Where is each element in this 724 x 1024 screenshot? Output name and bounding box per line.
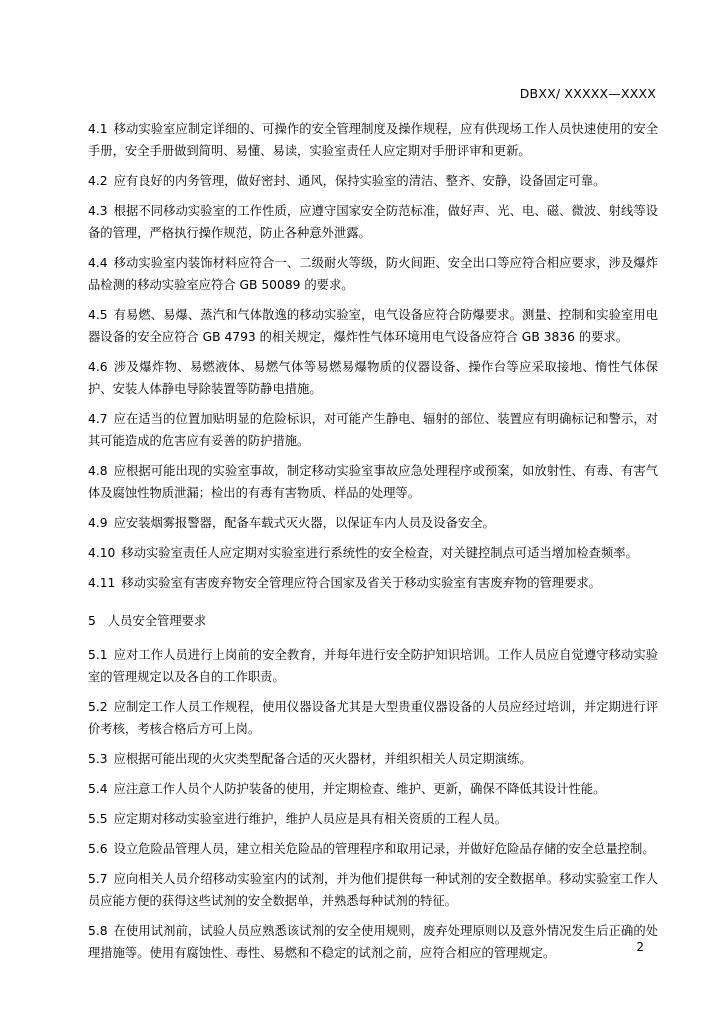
clause-number: 5.3 — [88, 752, 108, 766]
clause-text: 有易燃、易爆、蒸汽和气体散逸的移动实验室，电气设备应符合防爆要求。测量、控制和实验室用电器设备的安全应符合 GB 4793 的相关规定，爆炸性气体环境用电气设备应符合 GB 3836 的要求。 — [88, 308, 658, 344]
section-number: 5 — [88, 614, 96, 628]
clause-4-10 — [88, 542, 658, 564]
clause-5-4 — [88, 778, 658, 800]
clause-4-9 — [88, 512, 658, 534]
clause-text: 应向相关人员介绍移动实验室内的试剂，并为他们提供每一种试剂的安全数据单。移动实验室工作人员应能方便的获得这些试剂的安全数据单，并熟悉每种试剂的特征。 — [88, 872, 658, 908]
clause-number: 5.2 — [88, 700, 108, 714]
clause-4-8 — [88, 460, 658, 504]
page-number: 2 — [636, 940, 644, 954]
clause-4-6 — [88, 356, 658, 400]
clause-number: 4.11 — [88, 576, 116, 590]
clause-text: 涉及爆炸物、易燃液体、易燃气体等易燃易爆物质的仪器设备、操作台等应采取接地、惰性气体保护、安装人体静电导除装置等防静电措施。 — [88, 360, 658, 396]
clause-number: 5.8 — [88, 924, 108, 938]
clause-text: 应有良好的内务管理，做好密封、通风，保持实验室的清洁、整齐、安静，设备固定可靠。 — [113, 174, 606, 188]
clause-number: 4.8 — [88, 464, 108, 478]
clause-number: 5.1 — [88, 648, 108, 662]
clause-text: 在使用试剂前，试验人员应熟悉该试剂的安全使用规则，废弃处理原则以及意外情况发生后正确的处理措施等。使用有腐蚀性、毒性、易燃和不稳定的试剂之前，应符合相应的管理规定。 — [88, 924, 658, 960]
clause-text: 应根据可能出现的火灾类型配备合适的灭火器材，并组织相关人员定期演练。 — [113, 752, 532, 766]
section-title: 人员安全管理要求 — [107, 614, 207, 628]
clause-text: 应定期对移动实验室进行维护，维护人员应是具有相关资质的工程人员。 — [113, 812, 508, 826]
clause-number: 4.2 — [88, 174, 108, 188]
clause-text: 移动实验室有害废弃物安全管理应符合国家及省关于移动实验室有害废弃物的管理要求。 — [121, 576, 601, 590]
section-heading-5 — [88, 610, 658, 632]
clause-5-5 — [88, 808, 658, 830]
clause-number: 5.7 — [88, 872, 108, 886]
clause-text: 应注意工作人员个人防护装备的使用，并定期检查、维护、更新，确保不降低其设计性能。 — [113, 782, 606, 796]
clause-5-8 — [88, 920, 658, 964]
clause-number: 4.9 — [88, 516, 108, 530]
document-body — [88, 118, 658, 972]
clause-5-7 — [88, 868, 658, 912]
clause-4-5 — [88, 304, 658, 348]
clause-text: 移动实验室责任人应定期对实验室进行系统性的安全检查，对关键控制点可适当增加检查频率。 — [121, 546, 638, 560]
clause-text: 应对工作人员进行上岗前的安全教育，并每年进行安全防护知识培训。工作人员应自觉遵守移动实验室的管理规定以及各自的工作职责。 — [88, 648, 658, 684]
clause-4-7 — [88, 408, 658, 452]
clause-text: 应安装烟雾报警器，配备车载式灭火器，以保证车内人员及设备安全。 — [113, 516, 495, 530]
clause-5-1 — [88, 644, 658, 688]
clause-text: 设立危险品管理人员，建立相关危险品的管理程序和取用记录，并做好危险品存储的安全总量控制。 — [113, 842, 655, 856]
clause-4-2 — [88, 170, 658, 192]
clause-number: 4.7 — [88, 412, 108, 426]
clause-text: 移动实验室内装饰材料应符合一、二级耐火等级，防火间距、安全出口等应符合相应要求，涉及爆炸品检测的移动实验室应符合 GB 50089 的要求。 — [88, 256, 658, 292]
clause-text: 应制定工作人员工作规程，使用仪器设备尤其是大型贵重仪器设备的人员应经过培训，并定期进行评价考核，考核合格后方可上岗。 — [88, 700, 658, 736]
clause-4-1 — [88, 118, 658, 162]
clause-number: 4.3 — [88, 204, 108, 218]
clause-5-6 — [88, 838, 658, 860]
clause-4-4 — [88, 252, 658, 296]
clause-text: 应根据可能出现的实验室事故，制定移动实验室事故应急处理程序或预案，如放射性、有毒、有害气体及腐蚀性物质泄漏；检出的有毒有害物质、样品的处理等。 — [88, 464, 658, 500]
document-code: DBXX/ XXXXX—XXXX — [519, 86, 656, 101]
clause-number: 4.6 — [88, 360, 108, 374]
clause-5-2 — [88, 696, 658, 740]
clause-number: 4.1 — [88, 122, 108, 136]
clause-4-3 — [88, 200, 658, 244]
clause-text: 移动实验室应制定详细的、可操作的安全管理制度及操作规程，应有供现场工作人员快速使用的安全手册，安全手册做到简明、易懂、易读，实验室责任人应定期对手册评审和更新。 — [88, 122, 658, 158]
clause-4-11 — [88, 572, 658, 594]
clause-5-3 — [88, 748, 658, 770]
clause-number: 4.4 — [88, 256, 108, 270]
clause-number: 5.6 — [88, 842, 108, 856]
clause-number: 5.5 — [88, 812, 108, 826]
clause-number: 4.5 — [88, 308, 108, 322]
clause-text: 根据不同移动实验室的工作性质，应遵守国家安全防范标准，做好声、光、电、磁、微波、射线等设备的管理，严格执行操作规范，防止各种意外泄露。 — [88, 204, 658, 240]
clause-text: 应在适当的位置加贴明显的危险标识，对可能产生静电、辐射的部位、装置应有明确标记和警示，对其可能造成的危害应有妥善的防护措施。 — [88, 412, 658, 448]
clause-number: 4.10 — [88, 546, 116, 560]
clause-number: 5.4 — [88, 782, 108, 796]
